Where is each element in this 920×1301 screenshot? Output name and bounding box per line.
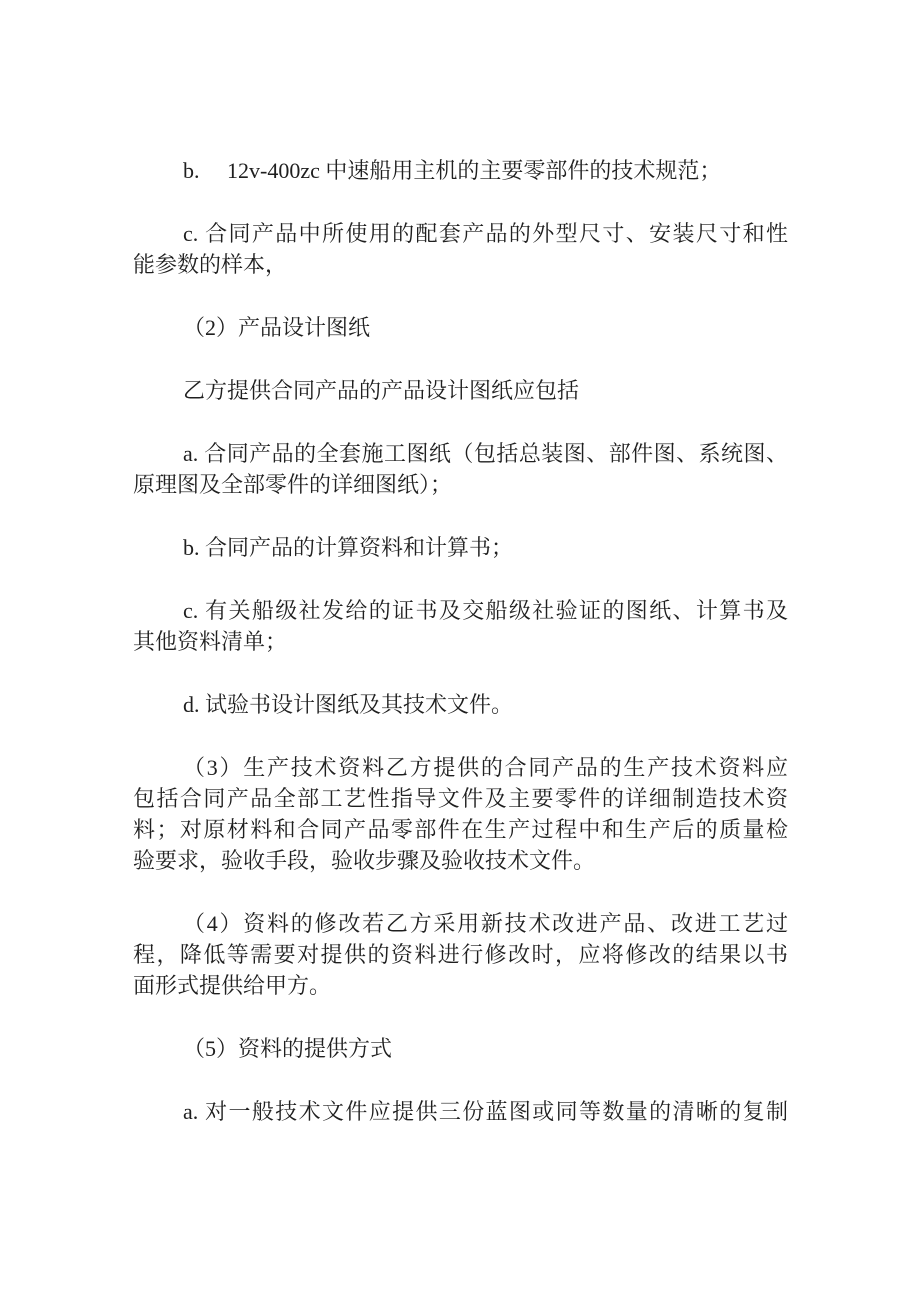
text-line: 其他资料清单； — [133, 629, 288, 654]
text-line: 乙方提供合同产品的产品设计图纸应包括 — [183, 378, 580, 403]
text-line: d. 试验书设计图纸及其技术文件。 — [183, 692, 514, 717]
text-line: 程，降低等需要对提供的资料进行修改时，应将修改的结果以书 — [133, 942, 788, 967]
text-line: 能参数的样本， — [133, 252, 288, 277]
text-line: b. 合同产品的计算资料和计算书； — [183, 535, 514, 560]
paragraph-1 — [133, 155, 788, 186]
paragraph-9 — [133, 752, 788, 876]
paragraph-5 — [133, 438, 788, 500]
text-line: （3）生产技术资料乙方提供的合同产品的生产技术资料应 — [183, 755, 788, 780]
paragraph-7 — [133, 595, 788, 657]
paragraph-12 — [133, 1096, 788, 1127]
text-line: a. 合同产品的全套施工图纸（包括总装图、部件图、系统图、 — [183, 441, 788, 466]
paragraph-10 — [133, 908, 788, 1001]
paragraph-11 — [133, 1033, 788, 1064]
text-line: 原理图及全部零件的详细图纸）； — [133, 472, 453, 497]
paragraph-2 — [133, 218, 788, 280]
paragraph-3 — [133, 312, 788, 343]
text-line: 验要求，验收手段，验收步骤及验收技术文件。 — [133, 848, 596, 873]
paragraph-8 — [133, 689, 788, 720]
text-line: 面形式提供给甲方。 — [133, 973, 332, 998]
text-line: 包括合同产品全部工艺性指导文件及主要零件的详细制造技术资 — [133, 786, 788, 811]
text-line: 料；对原材料和合同产品零部件在生产过程中和生产后的质量检 — [133, 817, 788, 842]
text-line: c. 合同产品中所使用的配套产品的外型尺寸、安装尺寸和性 — [183, 221, 788, 246]
paragraph-6 — [133, 532, 788, 563]
paragraph-4 — [133, 375, 788, 406]
text-line: （2）产品设计图纸 — [183, 315, 371, 340]
text-line: b. 12v-400zc 中速船用主机的主要零部件的技术规范； — [183, 158, 722, 183]
text-line: （5）资料的提供方式 — [183, 1036, 393, 1061]
text-line: a. 对一般技术文件应提供三份蓝图或同等数量的清晰的复制 — [183, 1099, 788, 1124]
text-line: c. 有关船级社发给的证书及交船级社验证的图纸、计算书及 — [183, 598, 788, 623]
text-line: （4）资料的修改若乙方采用新技术改进产品、改进工艺过 — [183, 911, 788, 936]
